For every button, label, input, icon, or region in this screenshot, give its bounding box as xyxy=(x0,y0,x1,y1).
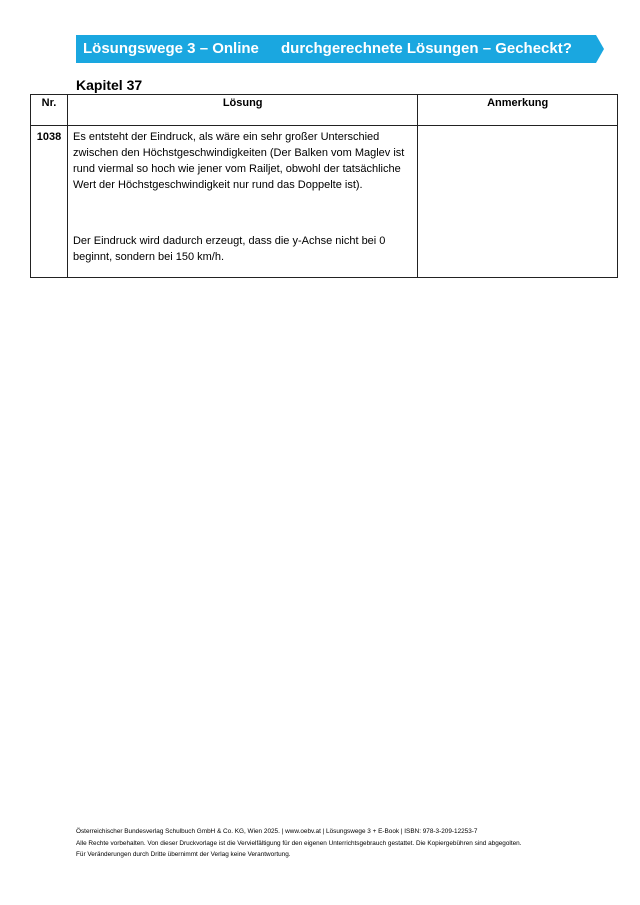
table-row xyxy=(31,126,618,278)
note-cell xyxy=(418,126,618,278)
footer-line-rights: Alle Rechte vorbehalten. Von dieser Druckvorlage ist die Vervielfältigung für den eigenen Unterrichtsgebrauch gestattet. Die Kopiergebühren sind abgegolten. xyxy=(76,839,522,847)
exercise-number: 1038 xyxy=(31,126,68,278)
footer-line-disclaimer: Für Veränderungen durch Dritte übernimmt der Verlag keine Verantwortung. xyxy=(76,851,291,858)
column-header-anmerkung: Anmerkung xyxy=(418,95,618,126)
solution-table xyxy=(30,94,618,278)
banner-title: Lösungswege 3 – Online xyxy=(83,40,259,57)
banner-subtitle: durchgerechnete Lösungen – Gecheckt? xyxy=(281,40,572,57)
chapter-heading: Kapitel 37 xyxy=(76,77,143,93)
solution-paragraph-2: Der Eindruck wird dadurch erzeugt, dass die y-Achse nicht bei 0 beginnt, sondern bei 150 km/h. xyxy=(72,235,386,263)
solution-cell xyxy=(67,126,417,278)
table-header-row xyxy=(31,95,618,126)
paragraph-spacer xyxy=(73,193,412,233)
footer-line-publisher: Österreichischer Bundesverlag Schulbuch GmbH & Co. KG, Wien 2025. | www.oebv.at | Lösungswege 3 + E-Book | ISBN: 978-3-209-12253-7 xyxy=(76,828,478,835)
header-banner xyxy=(76,35,604,63)
column-header-nr: Nr. xyxy=(31,95,68,126)
column-header-loesung: Lösung xyxy=(67,95,417,126)
solution-paragraph-1: Es entsteht der Eindruck, als wäre ein sehr großer Unterschied zwischen den Höchstgeschwindigkeiten (Der Balken vom Maglev ist rund viermal so hoch wie jener vom Railjet, obwohl der tatsächliche Wert der Höchstgeschwindigkeit nur rund das Doppelte ist). xyxy=(72,131,405,191)
footer xyxy=(76,826,522,861)
